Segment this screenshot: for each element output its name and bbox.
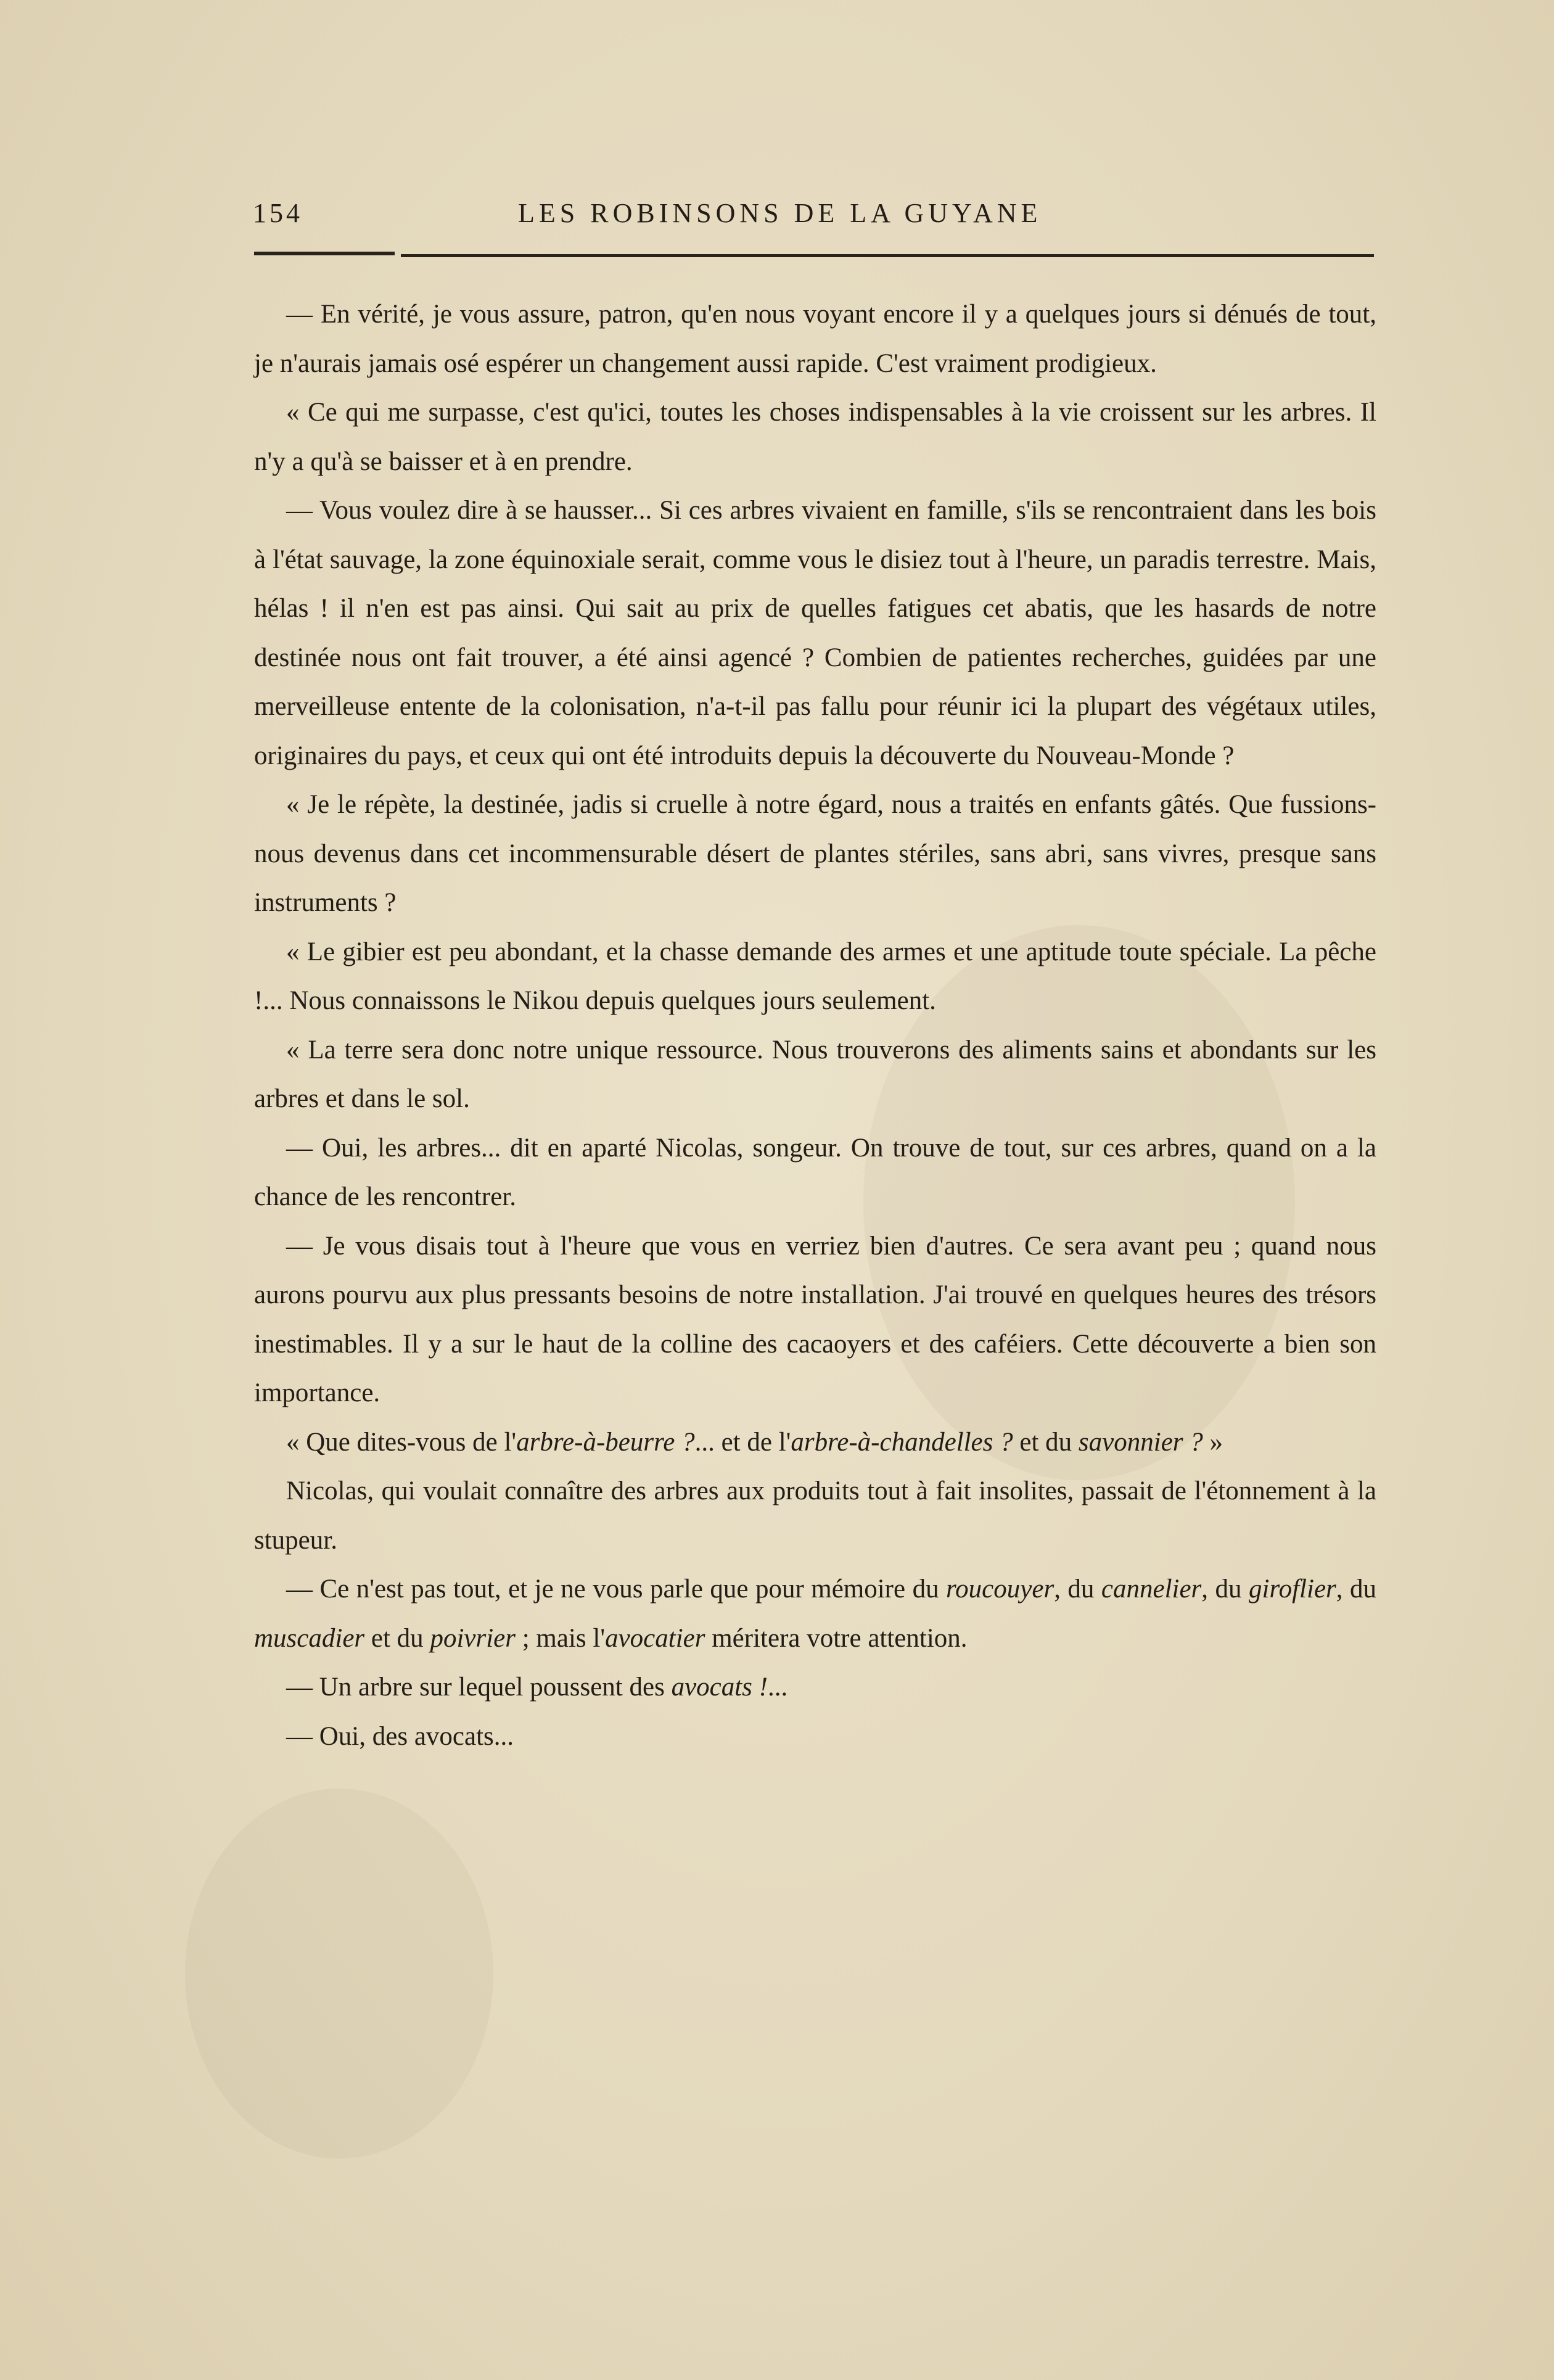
italic-text: roucouyer	[946, 1575, 1054, 1604]
running-header	[253, 197, 1375, 234]
italic-text: poivrier	[430, 1623, 516, 1653]
text-segment: ...	[767, 1673, 788, 1702]
paragraph: — Je vous disais tout à l'heure que vous en verriez bien d'autres. Ce sera avant peu ; quand nous aurons pourvu aux plus pressants besoins de notre installation. J'ai trouvé en quelques heures des trésors inestimables. Il y a sur le haut de la colline des cacaoyers et des caféiers. Cette découverte a bien son importance.	[254, 1231, 1376, 1407]
text-segment: — Un arbre sur lequel poussent des	[286, 1673, 672, 1702]
page-number: 154	[253, 198, 303, 228]
paragraph: — Oui, des avocats...	[286, 1721, 514, 1751]
paragraph: « Le gibier est peu abondant, et la chasse demande des armes et une aptitude toute spéciale. La pêche !... Nous connaissons le Nikou depuis quelques jours seulement.	[254, 937, 1376, 1015]
paragraph	[254, 1663, 1376, 1712]
running-title: LES ROBINSONS DE LA GUYANE	[518, 198, 1042, 228]
header-rule-long	[401, 254, 1374, 257]
italic-text: avocats !	[671, 1673, 768, 1702]
text-segment: »	[1202, 1427, 1223, 1457]
italic-text: giroflier	[1249, 1575, 1336, 1604]
text-segment: et du	[364, 1623, 430, 1653]
paragraph: — En vérité, je vous assure, patron, qu'en nous voyant encore il y a quelques jours si dénués de tout, je n'aurais jamais osé espérer un changement aussi rapide. C'est vraiment prodigieux.	[254, 300, 1376, 378]
paragraph: « Je le répète, la destinée, jadis si cruelle à notre égard, nous a traités en enfants gâtés. Que fussions-nous devenus dans cet incommensurable désert de plantes stériles, sans abri, sans vivres, presque sans instruments ?	[254, 790, 1376, 917]
italic-text: avocatier	[605, 1623, 705, 1653]
paragraph	[254, 1565, 1376, 1663]
paragraph	[254, 1418, 1376, 1467]
text-segment: ; mais l'	[515, 1623, 606, 1653]
text-segment: « Que dites-vous de l'	[286, 1427, 517, 1457]
text-segment: , du	[1054, 1575, 1101, 1604]
header-rule-short	[254, 252, 395, 255]
text-segment: — Ce n'est pas tout, et je ne vous parle que pour mémoire du	[286, 1575, 947, 1604]
paragraph: Nicolas, qui voulait connaître des arbres aux produits tout à fait insolites, passait de l'étonnement à la stupeur.	[254, 1476, 1376, 1555]
italic-text: arbre-à-chandelles ?	[791, 1427, 1013, 1457]
paragraph: « La terre sera donc notre unique ressource. Nous trouverons des aliments sains et abondants sur les arbres et dans le sol.	[254, 1035, 1376, 1113]
paragraph: — Oui, les arbres... dit en aparté Nicolas, songeur. On trouve de tout, sur ces arbres, quand on a la chance de les rencontrer.	[254, 1133, 1376, 1211]
text-segment: méritera votre attention.	[705, 1623, 968, 1653]
text-segment: , du	[1201, 1575, 1249, 1604]
paragraph: — Vous voulez dire à se hausser... Si ces arbres vivaient en famille, s'ils se rencontraient dans les bois à l'état sauvage, la zone équinoxiale serait, comme vous le disiez tout à l'heure, un paradis terrestre. Mais, hélas ! il n'en est pas ainsi. Qui sait au prix de quelles fatigues cet abatis, que les hasards de notre destinée nous ont fait trouver, a été ainsi agencé ? Combien de patientes recherches, guidées par une merveilleuse entente de la colonisation, n'a-t-il pas fallu pour réunir ici la plupart des végétaux utiles, originaires du pays, et ceux qui ont été introduits depuis la découverte du Nouveau-Monde ?	[254, 496, 1376, 770]
body-text	[254, 290, 1376, 1761]
italic-text: arbre-à-beurre ?	[516, 1427, 695, 1457]
text-segment: ... et de l'	[694, 1427, 791, 1457]
italic-text: muscadier	[254, 1623, 365, 1653]
italic-text: savonnier ?	[1078, 1427, 1203, 1457]
text-segment: et du	[1013, 1427, 1079, 1457]
paragraph: « Ce qui me surpasse, c'est qu'ici, toutes les choses indispensables à la vie croissent sur les arbres. Il n'y a qu'à se baisser et à en prendre.	[254, 398, 1376, 476]
text-segment: , du	[1336, 1575, 1376, 1604]
italic-text: cannelier	[1101, 1575, 1202, 1604]
page-stain	[185, 1789, 493, 2159]
